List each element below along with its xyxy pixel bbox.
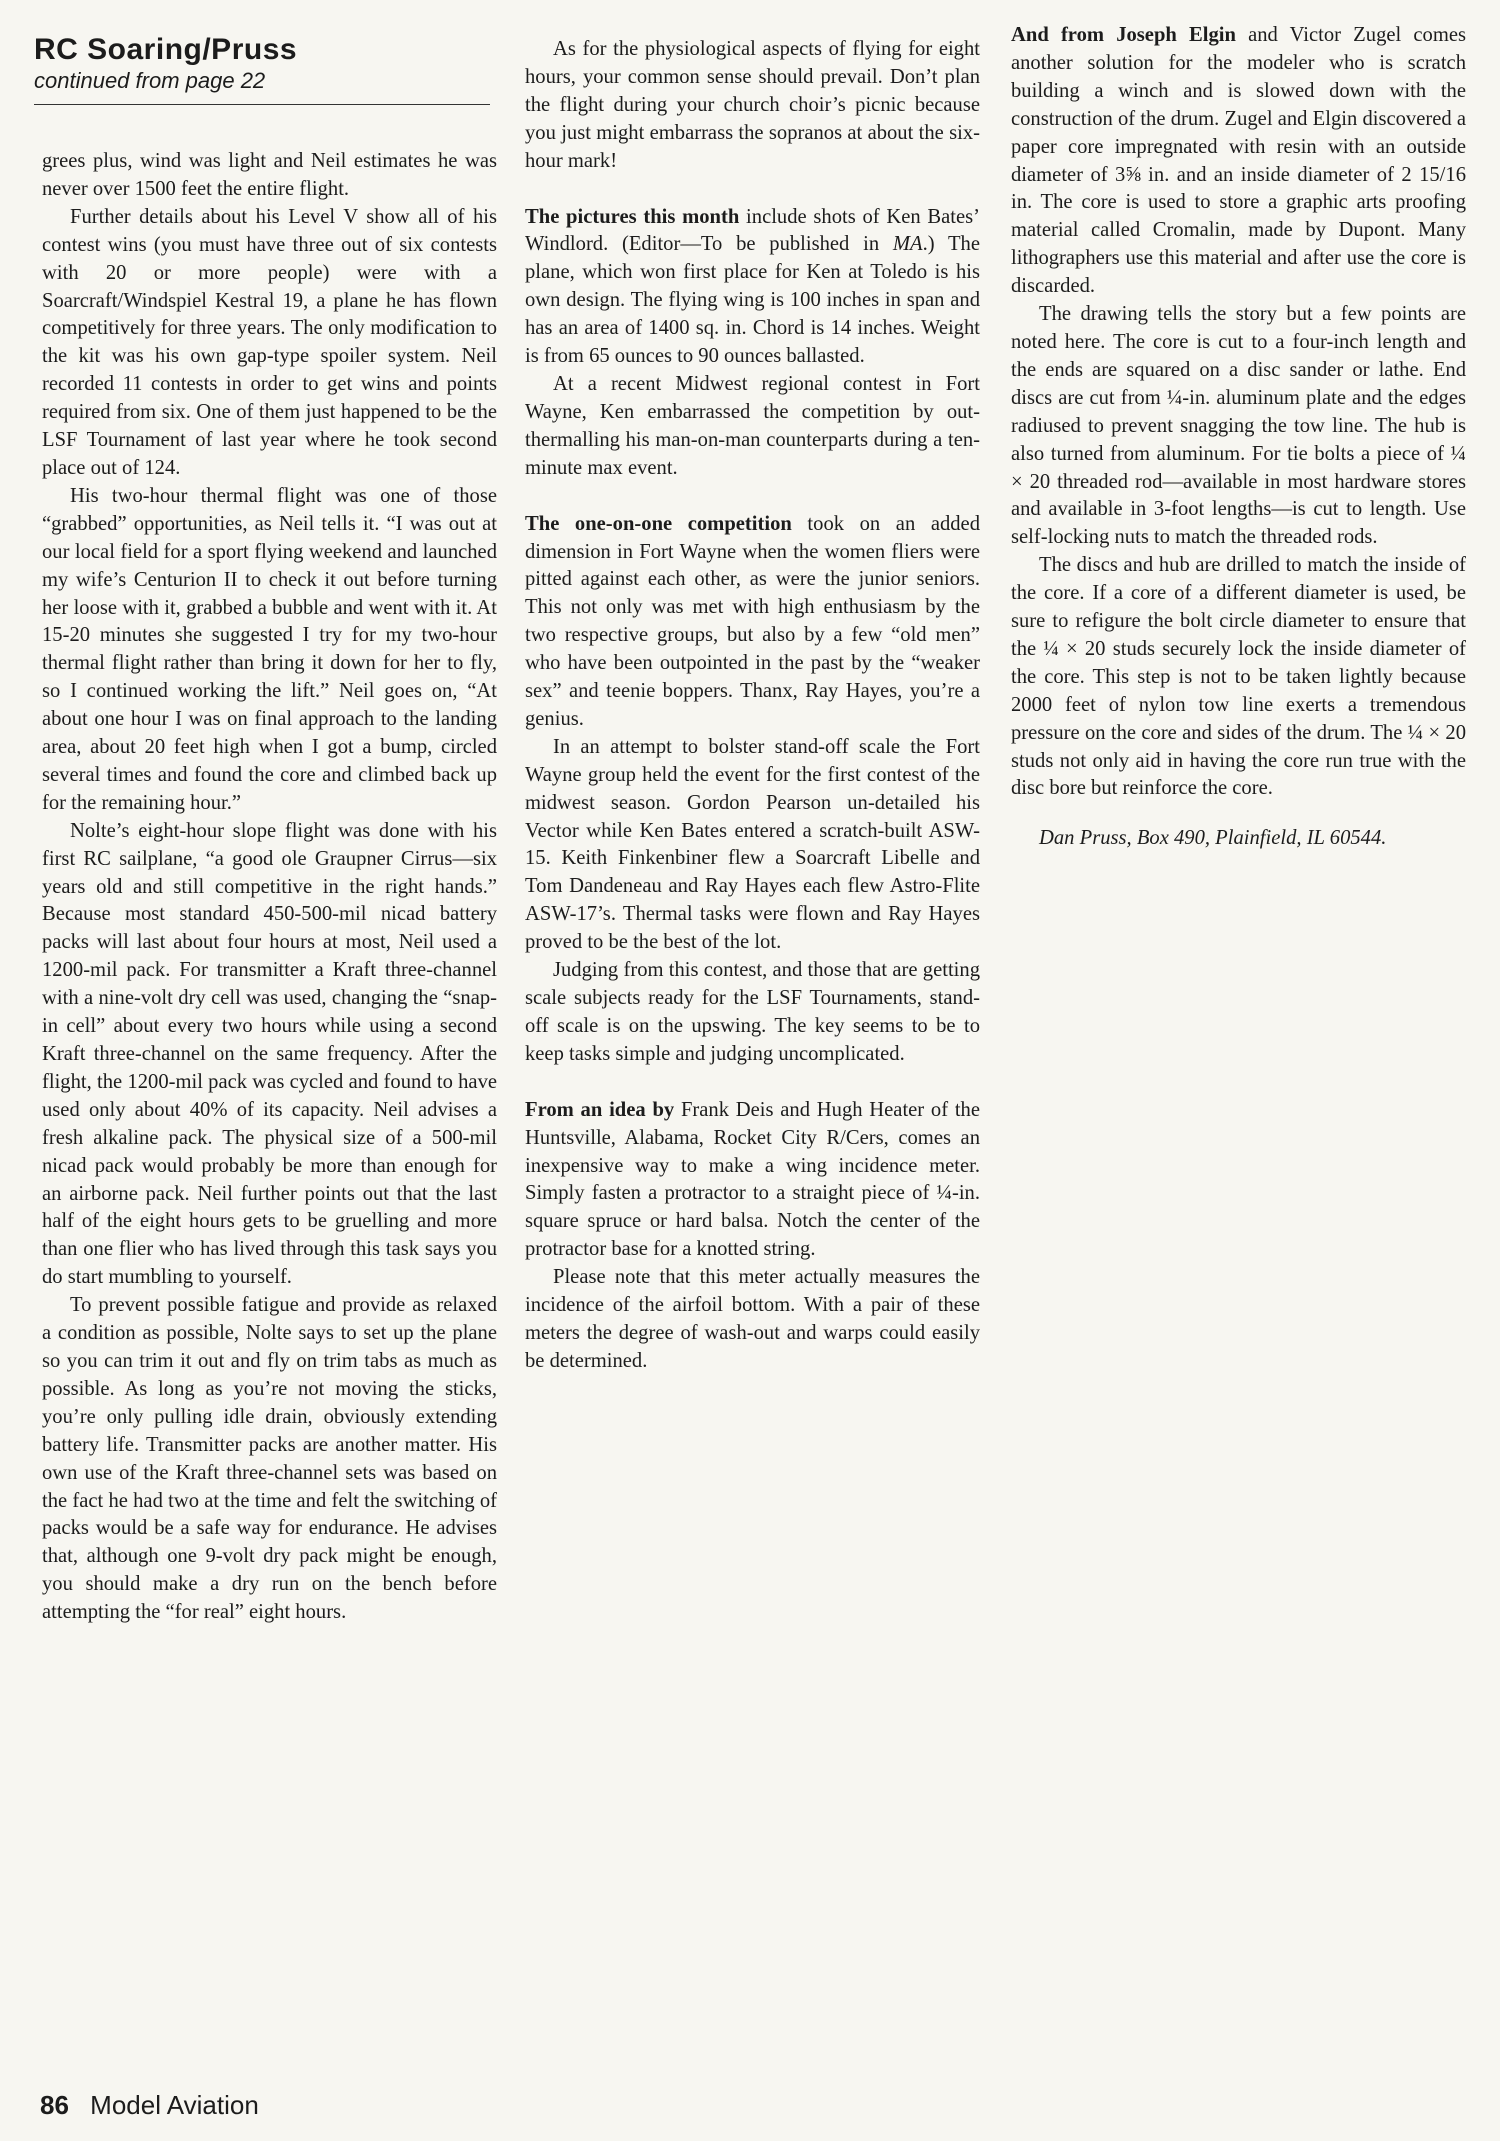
section-paragraph: And from Joseph Elgin and Victor Zugel comes another solution for the modeler who is scratch building a winch and is slowed down with the construction of the drum. Zugel and Elgin discovered a paper core impregnated with resin with an outside diameter of 3⅝ in. and an inside diameter of 2 15/16 in. The core is used to store a graphic arts proofing material called Cromalin, made by Dupont. Many lithographers use this material and after use the core is discarded. [1011,24,1466,298]
author-signature: Dan Pruss, Box 490, Plainfield, IL 60544. [1039,827,1387,850]
paragraph: Further details about his Level V show all of his contest wins (you must have three out of six contests with 20 or more people) were with a Soarcraft/Windspiel Kestral 19, a plane he has flown competitively for three years. The only modification to the kit was his own gap-type spoiler system. Neil recorded 11 contests in order to get wins and points required from six. One of them just happened to be the LSF Tournament of last year where he took second place out of 124. [42,205,497,479]
section-lead-in: And from Joseph Elgin [1011,24,1236,46]
paragraph: The drawing tells the story but a few points are noted here. The core is cut to a four-inch length and the ends are squared on a disc sander or lathe. End discs are cut from ¼-in. aluminum plate and the edges radiused to prevent snagging the tow line. The hub is also turned from aluminum. For tie bolts a piece of ¼ × 20 threaded rod—available in most hardware stores and available in 3-foot lengths—is cut to length. Use self-locking nuts to match the threaded rods. [1011,303,1466,549]
text-column-2 [525,36,980,1376]
paragraph: Nolte’s eight-hour slope flight was done with his first RC sailplane, “a good ole Graupner Cirrus—six years old and still competitive in the right hands.” Because most standard 450-500-mil nicad battery packs will last about four hours at most, Neil used a 1200-mil pack. For transmitter a Kraft three-channel with a nine-volt dry cell was used, changing the “snap-in cell” about every two hours while using a second Kraft three-channel on the same frequency. After the flight, the 1200-mil pack was cycled and found to have used only about 40% of its capacity. Neil advises a fresh alkaline pack. The physical size of a 500-mil nicad pack would probably be more than enough for an airborne pack. Neil further points out that the last half of the eight hours gets to be gruelling and more than one flier who has lived through this task says you do start mumbling to yourself. [42,819,497,1289]
column-title: RC Soaring/Pruss [34,33,298,66]
paragraph: In an attempt to bolster stand-off scale the Fort Wayne group held the event for the first contest of the midwest season. Gordon Pearson un-detailed his Vector while Ken Bates entered a scratch-built ASW-15. Keith Finkenbiner flew a Soarcraft Libelle and Tom Dandeneau and Ray Hayes each flew Astro-Flite ASW-17’s. Thermal tasks were flown and Ray Hayes proved to be the best of the lot. [525,735,980,954]
text-column-3 [1011,22,1466,853]
magazine-abbrev: MA [892,233,923,256]
column-header [34,32,490,105]
paragraph: His two-hour thermal flight was one of those “grabbed” opportunities, as Neil tells it. “I was out at our local field for a sport flying weekend and launched my wife’s Centurion II to check it out before turning her loose with it, grabbed a bubble and went with it. At 15-20 minutes she suggested I try for my two-hour thermal flight rather than bring it down for her to fly, so I continued working the lift.” Neil goes on, “At about one hour I was on final approach to the landing area, about 20 feet high when I got a bump, circled several times and found the core and climbed back up for the remaining hour.” [42,484,497,814]
paragraph: Judging from this contest, and those that are getting scale subjects ready for the LSF Tournaments, stand-off scale is on the upswing. The key seems to be to keep tasks simple and judging uncomplicated. [525,959,980,1065]
section-lead-in: From an idea by [525,1098,675,1121]
paragraph: Please note that this meter actually measures the incidence of the airfoil bottom. With a pair of these meters the degree of wash-out and warps could easily be determined. [525,1266,980,1372]
magazine-name: Model Aviation [90,2090,259,2120]
header-divider [34,104,490,105]
paragraph: At a recent Midwest regional contest in Fort Wayne, Ken embarrassed the competition by out-thermalling his man-on-man counterparts during a ten-minute max event. [525,372,980,479]
paragraph: grees plus, wind was light and Neil estimates he was never over 1500 feet the entire flight. [42,150,497,200]
paragraph: To prevent possible fatigue and provide as relaxed a condition as possible, Nolte says to set up the plane so you can trim it out and fly on trim tabs as much as possible. As long as you’re not moving the sticks, you’re only pulling idle drain, obviously extending battery life. Transmitter packs are another matter. His own use of the Kraft three-channel sets was based on the fact he had two at the time and felt the switching of packs would be a safe way for endurance. He advises that, although one 9-volt dry pack might be enough, you should make a dry run on the bench before attempting the “for real” eight hours. [42,1294,497,1624]
page-footer [40,2090,259,2120]
text-column-1 [42,148,497,1627]
paragraph: As for the physiological aspects of flying for eight hours, your common sense should prevail. Don’t plan the flight during your church choir’s picnic because you just might embarrass the sopranos at about the six-hour mark! [525,38,980,172]
section-paragraph: The one-on-one competition took on an added dimension in Fort Wayne when the women fliers were pitted against each other, as were the junior seniors. This not only was met with high enthusiasm by the two respective groups, but also by a few “old men” who have been outpointed in the past by the “weaker sex” and teenie boppers. Thanx, Ray Hayes, you’re a genius. [525,512,980,730]
section-paragraph: From an idea by Frank Deis and Hugh Heater of the Huntsville, Alabama, Rocket City R/Cers, comes an inexpensive way to make a wing incidence meter. Simply fasten a protractor to a straight piece of ¼-in. square spruce or hard balsa. Notch the center of the protractor base for a knotted string. [525,1098,980,1261]
paragraph: The discs and hub are drilled to match the inside of the core. If a core of a different diameter is used, be sure to refigure the bolt circle diameter to ensure that the ¼ × 20 studs securely lock the inside diameter of the core. This step is not to be taken lightly because 2000 feet of nylon tow line exerts a tremendous pressure on the core and sides of the drum. The ¼ × 20 studs not only aid in having the core run true with the disc bore but reinforce the core. [1011,554,1466,800]
section-lead-in: The pictures this month [525,205,740,228]
page-number: 86 [40,2090,69,2120]
continued-note: continued from page 22 [34,68,266,93]
section-lead-in: The one-on-one competition [525,512,792,535]
section-paragraph: The pictures this month include shots of Ken Bates’ Windlord. (Editor—To be published in MA.) The plane, which won first place for Ken at Toledo is his own design. The flying wing is 100 inches in span and has an area of 1400 sq. in. Chord is 14 inches. Weight is from 65 ounces to 90 ounces ballasted. [525,205,980,368]
